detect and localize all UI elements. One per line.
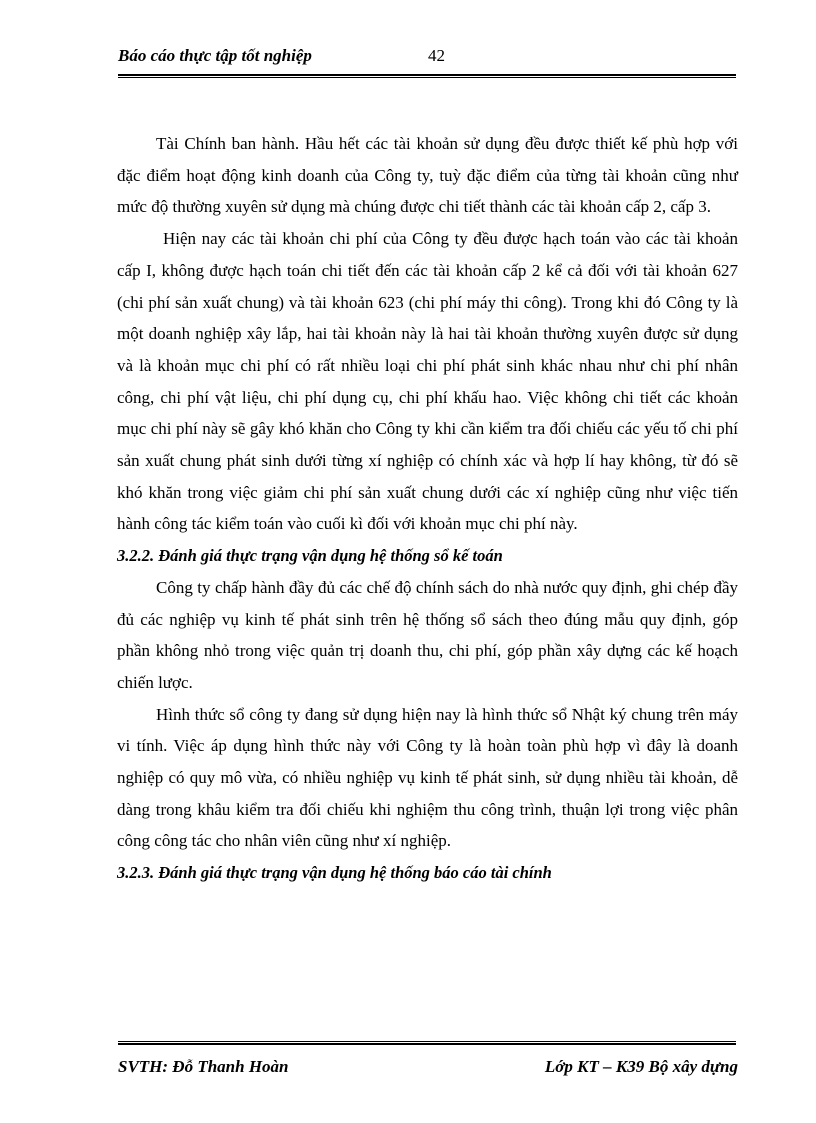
paragraph-4: Hình thức sổ công ty đang sử dụng hiện nay là hình thức sổ Nhật ký chung trên máy vi tính. Việc áp dụng hình thức này với Công ty là hoàn toàn phù hợp vì đây là doanh nghiệp có quy mô vừa, có nhiều nghiệp vụ kinh tế phát sinh, sử dụng nhiều tài khoản, dễ dàng trong khâu kiểm tra đối chiếu khi nghiệm thu công trình, thuận lợi trong việc phân công công tác cho nhân viên cũng như xí nghiệp. [117, 704, 738, 851]
footer-author: SVTH: Đỗ Thanh Hoàn [118, 1057, 289, 1076]
paragraph-2: Hiện nay các tài khoản chi phí của Công ty đều được hạch toán vào các tài khoản cấp I, không được hạch toán chi tiết đến các tài khoản cấp 2 kể cả đối với tài khoản 627 (chi phí sản xuất chung) và tài khoản 623 (chi phí máy thi công). Trong khi đó Công ty là một doanh nghiệp xây lắp, hai tài khoản này là hai tài khoản thường xuyên được sử dụng và là khoản mục chi phí có rất nhiều loại chi phí phát sinh khác nhau như chi phí nhân công, chi phí vật liệu, chi phí dụng cụ, chi phí khấu hao. Việc không chi tiết các khoản mục chi phí này sẽ gây khó khăn cho Công ty khi cần kiểm tra đối chiếu các yếu tố chi phí sản xuất chung phát sinh dưới từng xí nghiệp có chính xác và hợp lí hay không, từ đó sẽ khó khăn trong việc giảm chi phí sản xuất chung dưới các xí nghiệp cũng như việc tiến hành công tác kiểm toán vào cuối kì đối với khoản mục chi phí này. [117, 229, 738, 534]
section-heading-3-2-3: 3.2.3. Đánh giá thực trạng vận dụng hệ thống báo cáo tài chính [117, 863, 552, 883]
section-heading-3-2-2: 3.2.2. Đánh giá thực trạng vận dụng hệ thống sổ kế toán [117, 546, 503, 566]
page-footer [118, 1055, 738, 1081]
header-divider [118, 74, 736, 78]
page-header [118, 44, 736, 72]
paragraph-1: Tài Chính ban hành. Hầu hết các tài khoản sử dụng đều được thiết kế phù hợp với đặc điểm hoạt động kinh doanh của Công ty, tuỳ đặc điểm của từng tài khoản cũng như mức độ thường xuyên sử dụng mà chúng được chi tiết thành các tài khoản cấp 2, cấp 3. [117, 134, 738, 217]
document-body [117, 128, 738, 889]
footer-class-info: Lớp KT – K39 Bộ xây dựng [544, 1057, 738, 1076]
paragraph-3: Công ty chấp hành đầy đủ các chế độ chính sách do nhà nước quy định, ghi chép đầy đủ các nghiệp vụ kinh tế phát sinh trên hệ thống sổ sách theo đúng mẫu quy định, góp phần không nhỏ trong việc quản trị doanh thu, chi phí, góp phần xây dựng các kế hoạch chiến lược. [117, 577, 738, 692]
footer-divider [118, 1041, 736, 1045]
page-number: 42 [428, 46, 445, 65]
header-title: Báo cáo thực tập tốt nghiệp [118, 46, 312, 65]
